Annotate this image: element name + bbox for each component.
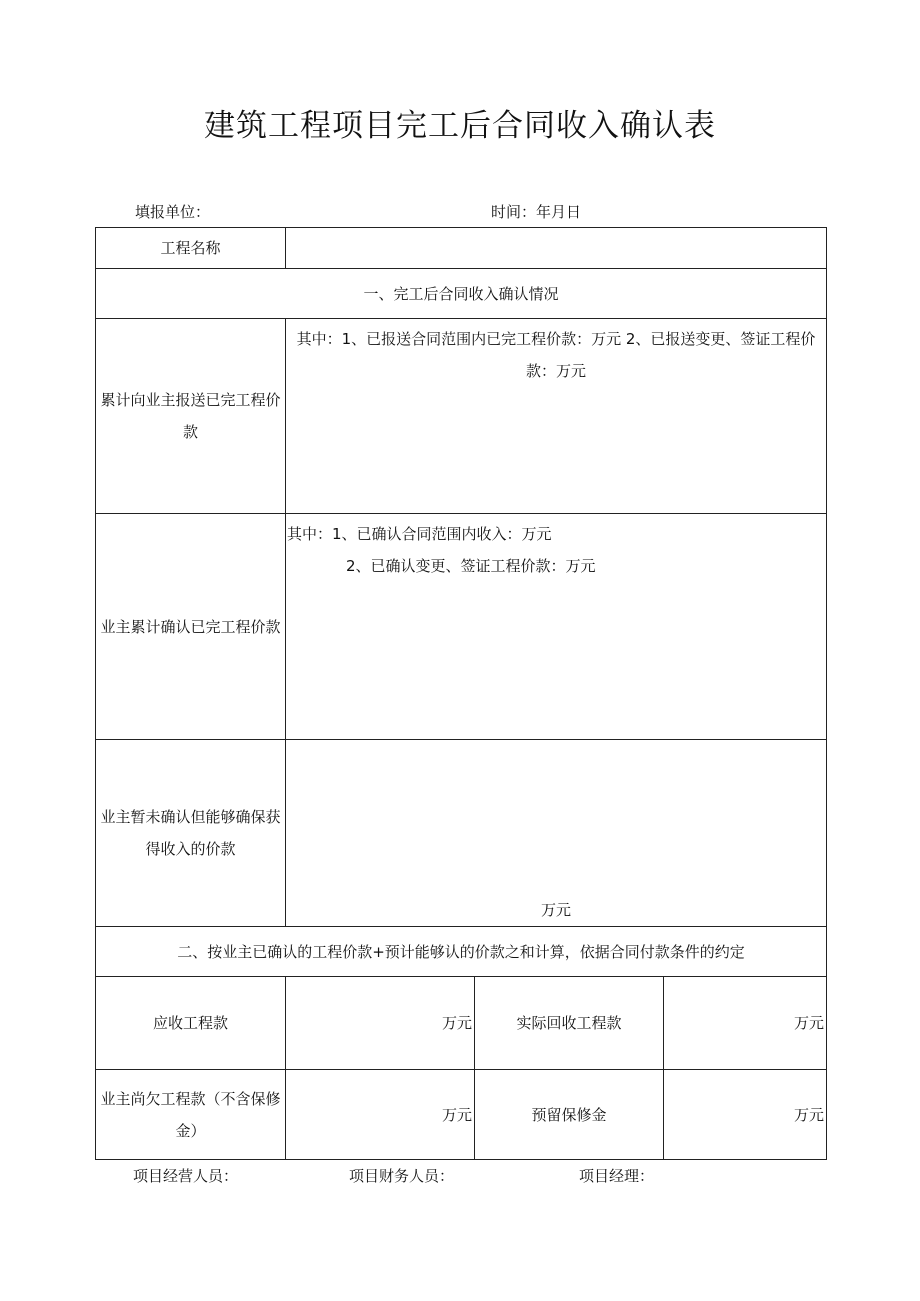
document-title: 建筑工程项目完工后合同收入确认表 <box>204 108 716 144</box>
reported-field[interactable] <box>286 319 827 514</box>
retention-label: 预留保修金 <box>475 1070 664 1160</box>
retention-value[interactable]: 万元 <box>664 1070 827 1160</box>
manager-signature-label: 项目经理： <box>579 1167 655 1185</box>
confirmed-note-line2: 2、已确认变更、签证工程价款：万元 <box>346 557 596 575</box>
owed-label: 业主尚欠工程款（不含保修金） <box>96 1070 286 1160</box>
collected-value[interactable]: 万元 <box>664 977 827 1070</box>
project-name-field[interactable] <box>286 228 827 269</box>
reported-note: 其中：1、已报送合同范围内已完工程价款：万元 2、已报送变更、签证工程价款：万元 <box>296 330 816 380</box>
section2-row <box>96 927 827 977</box>
confirmed-label: 业主累计确认已完工程价款 <box>96 514 286 740</box>
project-name-row <box>96 228 827 269</box>
time-label: 时间：年月日 <box>491 203 582 221</box>
receivable-row <box>96 977 827 1070</box>
section1-title: 一、完工后合同收入确认情况 <box>96 269 827 319</box>
receivable-label: 应收工程款 <box>96 977 286 1070</box>
confirmed-field[interactable] <box>286 514 827 740</box>
unconfirmed-label: 业主暂未确认但能够确保获得收入的价款 <box>96 740 286 927</box>
unconfirmed-row <box>96 740 827 927</box>
unit-label: 填报单位： <box>135 203 211 221</box>
receivable-value[interactable]: 万元 <box>286 977 475 1070</box>
unconfirmed-value[interactable]: 万元 <box>286 740 827 927</box>
reported-label: 累计向业主报送已完工程价款 <box>96 319 286 514</box>
finance-signature-label: 项目财务人员： <box>349 1167 455 1185</box>
collected-label: 实际回收工程款 <box>475 977 664 1070</box>
operator-signature-label: 项目经营人员： <box>133 1167 239 1185</box>
confirmed-row <box>96 514 827 740</box>
section2-title: 二、按业主已确认的工程价款+预计能够认的价款之和计算，依据合同付款条件的约定 <box>96 927 827 977</box>
confirmed-note-line1: 其中：1、已确认合同范围内收入：万元 <box>287 525 552 543</box>
owed-row <box>96 1070 827 1160</box>
section1-row <box>96 269 827 319</box>
owed-value[interactable]: 万元 <box>286 1070 475 1160</box>
reported-row <box>96 319 827 514</box>
project-name-label: 工程名称 <box>96 228 286 269</box>
confirmation-table <box>95 227 827 1160</box>
